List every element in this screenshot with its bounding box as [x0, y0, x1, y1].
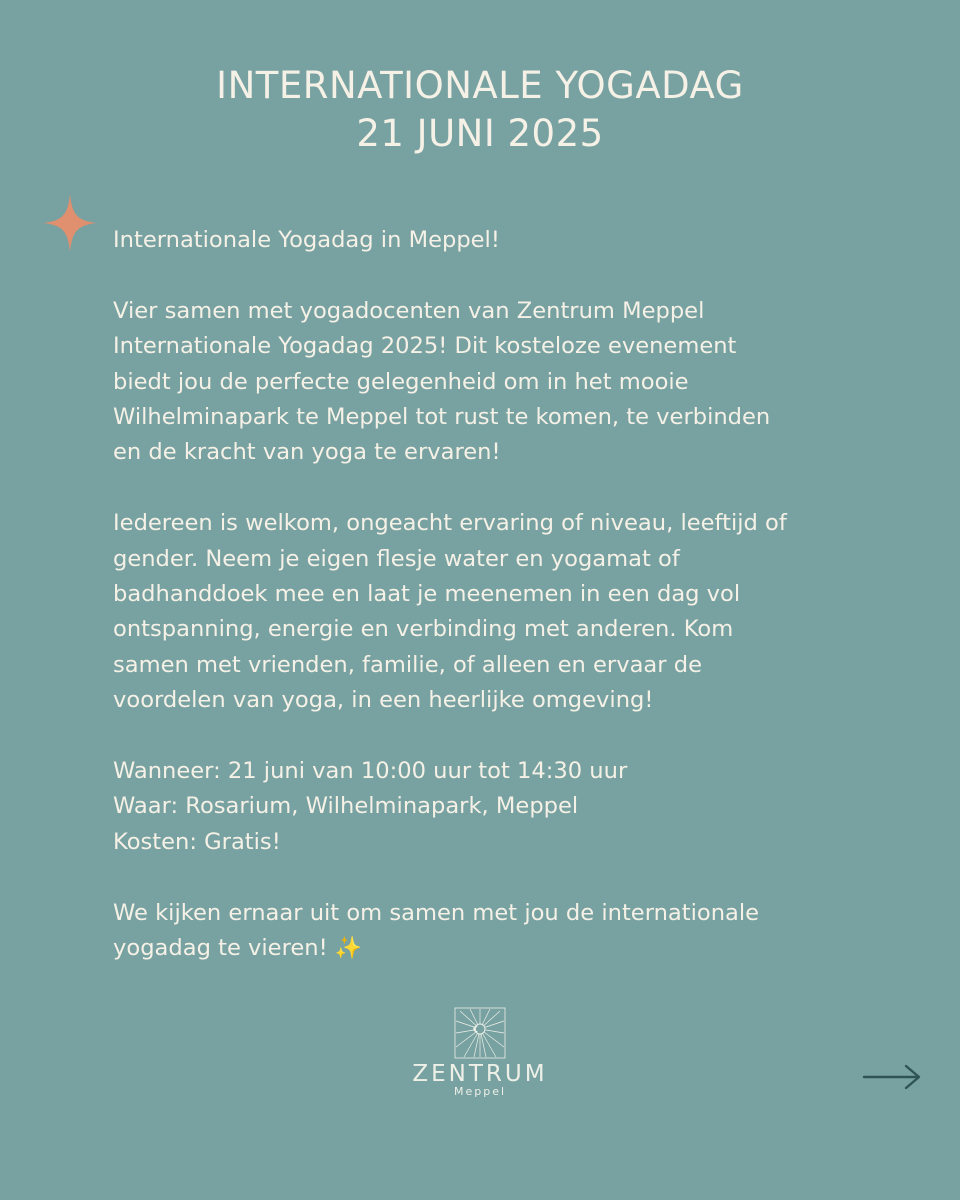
- title-line-2: 21 JUNI 2025: [356, 112, 604, 155]
- logo-name: ZENTRUM: [412, 1061, 548, 1087]
- sun-rays-icon: [454, 1007, 506, 1059]
- sparkles-emoji-icon: ✨: [334, 936, 363, 962]
- intro-heading: Internationale Yogadag in Meppel!: [113, 227, 500, 253]
- event-description: [113, 223, 903, 1002]
- zentrum-logo: [380, 1007, 580, 1098]
- closing-text: [113, 896, 903, 967]
- event-when: Wanneer: 21 juni van 10:00 uur tot 14:30 uur: [113, 758, 628, 785]
- title-line-1: INTERNATIONALE YOGADAG: [216, 64, 744, 107]
- sparkle-star-icon: [43, 194, 97, 252]
- paragraph-welcome: Iedereen is welkom, ongeacht ervaring of niveau, leeftijd of gender. Neem je eigen flesje water en yogamat of badhanddoek mee en laat je meenemen in een dag vol ontspanning, energie en verbinding met anderen. Kom samen met vrienden, familie, of alleen en ervaar de voordelen van yoga, in een heerlijke omgeving!: [113, 510, 787, 714]
- arrow-right-icon[interactable]: [862, 1063, 922, 1091]
- paragraph-intro: Vier samen met yogadocenten van Zentrum Meppel Internationale Yogadag 2025! Dit kosteloze evenement biedt jou de perfecte gelegenheid om in het mooie Wilhelminapark te Meppel tot rust te komen, te verbinden en de kracht van yoga te ervaren!: [113, 297, 771, 466]
- event-where: Waar: Rosarium, Wilhelminapark, Meppel: [113, 793, 579, 820]
- closing-sentence: We kijken ernaar uit om samen met jou de internationale yogadag te vieren!: [113, 899, 760, 962]
- logo-subtitle: Meppel: [453, 1085, 507, 1098]
- event-cost: Kosten: Gratis!: [113, 828, 281, 855]
- page-title: [0, 62, 960, 158]
